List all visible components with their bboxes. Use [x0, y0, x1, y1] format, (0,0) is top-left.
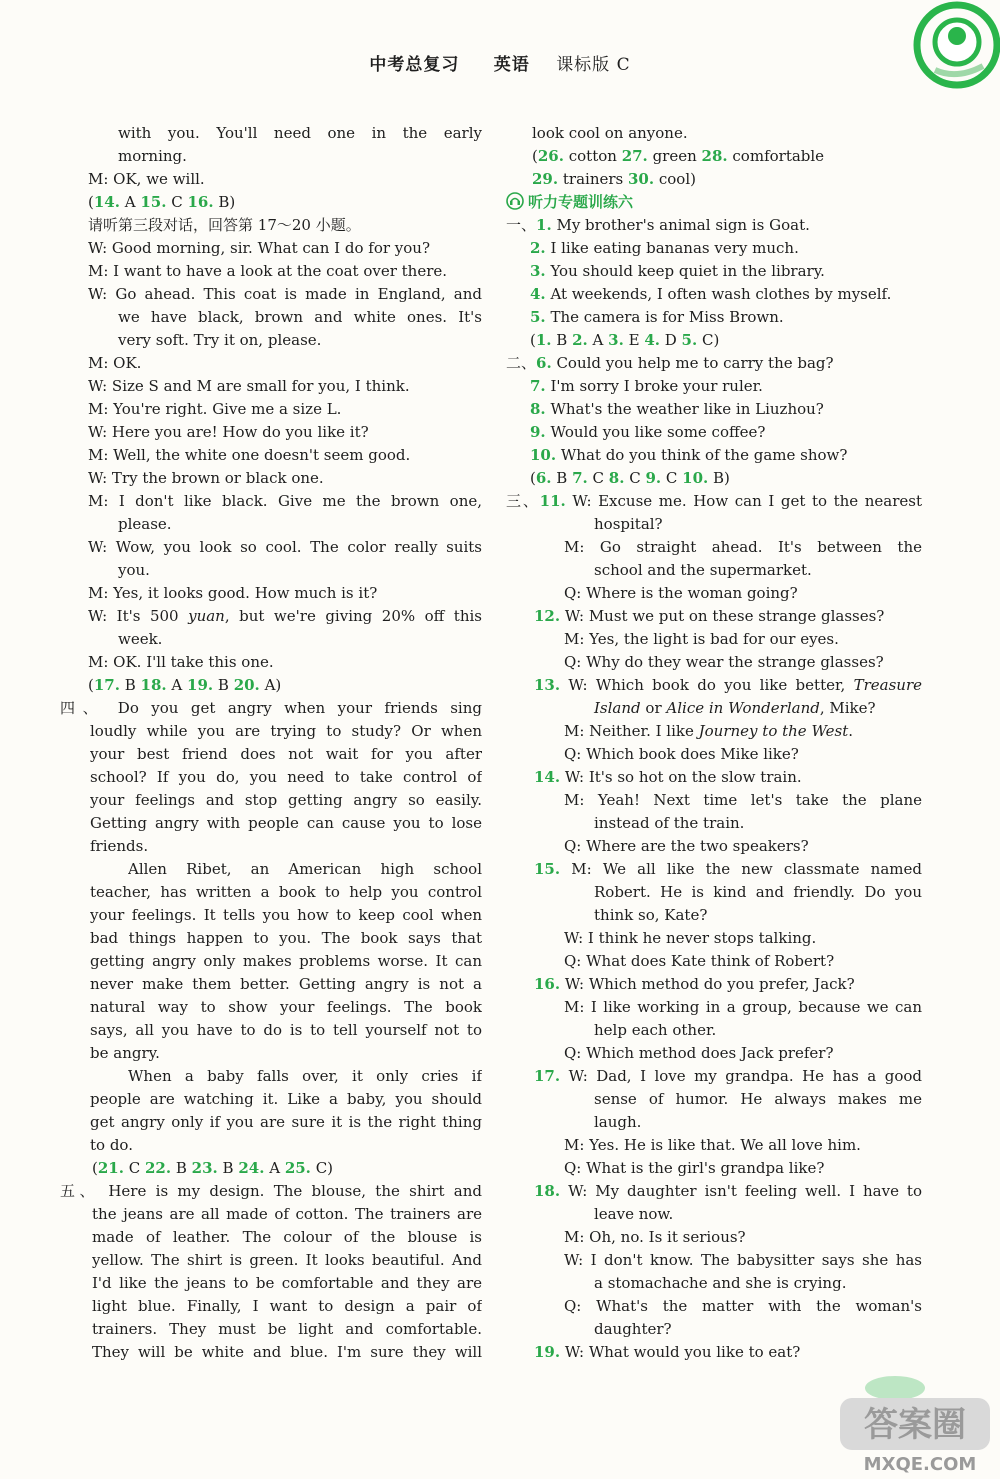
text-line: Q: Where are the two speakers? [564, 837, 809, 855]
text-line: Allen Ribet, an American high school [128, 860, 482, 878]
item-number: 30. [628, 170, 655, 188]
text-line: M: I want to have a look at the coat over there. [88, 262, 448, 280]
item-number: 12. [534, 607, 561, 625]
item-number: 3. [608, 331, 624, 349]
text-line [530, 329, 922, 352]
line-text: B [551, 331, 573, 349]
line-text: A [587, 331, 609, 349]
item-number: 6. [536, 354, 552, 372]
item-number: 5. [530, 308, 546, 326]
text-line [530, 237, 922, 260]
text-line [530, 260, 922, 283]
text-line [530, 306, 922, 329]
item-number: 4. [644, 331, 660, 349]
line-text: . [848, 722, 854, 740]
text-line: daughter? [594, 1320, 672, 1338]
text-line [534, 766, 922, 789]
text-line: says, all you have to do is to tell yourself not to [90, 1021, 482, 1039]
item-number: 10. [682, 469, 709, 487]
line-text: , Mike? [819, 699, 876, 717]
text-line: natural way to show your feelings. The book [90, 998, 482, 1016]
text-line: made of leather. The colour of the blouse is [92, 1228, 482, 1246]
text-line: 四、 Do you get angry when your friends sing [60, 699, 482, 717]
item-number: 13. [534, 676, 561, 694]
line-text: B [213, 676, 234, 694]
text-line: I'd like the jeans to be comfortable and they are [92, 1274, 482, 1292]
item-number: 7. [530, 377, 546, 395]
line-text: B [171, 1159, 192, 1177]
line-text: B [217, 1159, 239, 1177]
text-line: Q: Which method does Jack prefer? [564, 1044, 834, 1062]
text-line: hospital? [594, 515, 663, 533]
item-number: 28. [701, 147, 728, 165]
text-line: W: Size S and M are small for you, I think. [88, 377, 410, 395]
item-number: 19. [187, 676, 214, 694]
line-text: or [640, 699, 667, 717]
item-number: 3. [530, 262, 546, 280]
text-line: school? If you do, you need to take control of [90, 768, 482, 786]
text-line: look cool on anyone. [532, 124, 688, 142]
line-text: green [647, 147, 702, 165]
text-line [530, 283, 922, 306]
text-line: you. [118, 561, 150, 579]
line-text: W: It's 500 [88, 607, 189, 625]
text-line: bad things happen to you. The book says that [90, 929, 482, 947]
text-line: Q: Which book does Mike like? [564, 745, 799, 763]
item-number: 19. [534, 1343, 561, 1361]
text-line: M: Yes, the light is bad for our eyes. [564, 630, 839, 648]
item-number: 14. [93, 193, 120, 211]
line-text: W: Which method do you prefer, Jack? [560, 975, 855, 993]
item-number: 1. [536, 216, 552, 234]
text-line: morning. [118, 147, 187, 165]
text-line: Q: Why do they wear the strange glasses? [564, 653, 884, 671]
line-text: ( [92, 1159, 98, 1177]
text-line [534, 605, 922, 628]
text-line [532, 145, 922, 168]
text-line: loudly while you are trying to study? Or when [90, 722, 482, 740]
item-number: 20. [233, 676, 260, 694]
line-text: ( [530, 331, 536, 349]
item-number: 29. [532, 170, 559, 188]
text-line: light blue. Finally, I want to design a pair of [92, 1297, 482, 1315]
text-line: yellow. The shirt is green. It looks beautiful. And [92, 1251, 482, 1269]
text-line: think so, Kate? [594, 906, 708, 924]
text-line: with you. You'll need one in the early [118, 124, 482, 142]
text-line [92, 1157, 482, 1180]
text-line: be angry. [90, 1044, 160, 1062]
line-text: Island [594, 699, 641, 717]
line-text: D [659, 331, 682, 349]
text-line: Robert. He is kind and friendly. Do you [594, 883, 922, 901]
item-number: 16. [187, 193, 214, 211]
text-line: to do. [90, 1136, 133, 1154]
text-line [534, 858, 922, 881]
text-line: Q: Where is the woman going? [564, 584, 798, 602]
text-line: leave now. [594, 1205, 674, 1223]
text-line: school and the supermarket. [594, 561, 812, 579]
line-text: trainers [558, 170, 628, 188]
text-line: please. [118, 515, 172, 533]
line-text: ( [88, 676, 94, 694]
text-line: your best friend does not wait for you after [90, 745, 482, 763]
text-line [534, 1065, 922, 1088]
text-line: your feelings and stop getting angry so easily. [90, 791, 482, 809]
text-line [534, 973, 922, 996]
line-text: A [264, 1159, 285, 1177]
line-text: W: Which book do you like better, [560, 676, 854, 694]
text-line [88, 674, 482, 697]
headphone-icon [506, 192, 524, 210]
page-header [0, 50, 1000, 75]
item-number: 17. [534, 1067, 561, 1085]
text-line [530, 398, 922, 421]
line-text: W: My daughter isn't feeling well. I have to [560, 1182, 922, 1200]
item-number: 21. [97, 1159, 124, 1177]
line-text: C [123, 1159, 145, 1177]
line-text: Journey to the West [698, 722, 849, 740]
item-number: 25. [284, 1159, 311, 1177]
line-text: You should keep quiet in the library. [545, 262, 825, 280]
line-text: W: Excuse me. How can I get to the nearest [565, 492, 922, 510]
line-text: 三、 [506, 492, 540, 510]
line-text: C) [697, 331, 720, 349]
line-text: W: It's so hot on the slow train. [560, 768, 802, 786]
line-text: At weekends, I often wash clothes by myself. [545, 285, 892, 303]
line-text: Treasure [853, 676, 922, 694]
text-line: M: Well, the white one doesn't seem good. [88, 446, 411, 464]
text-line: W: I don't know. The babysitter says she has [564, 1251, 922, 1269]
item-number: 26. [537, 147, 564, 165]
line-text: ( [88, 193, 94, 211]
line-text: Alice in Wonderland [666, 699, 820, 717]
text-line: week. [118, 630, 163, 648]
text-line: very soft. Try it on, please. [118, 331, 322, 349]
line-text: C [587, 469, 609, 487]
text-line: instead of the train. [594, 814, 745, 832]
line-text: Would you like some coffee? [545, 423, 766, 441]
text-line: your feelings. It tells you how to keep cool when [90, 906, 482, 924]
text-line [564, 720, 922, 743]
text-line: Q: What does Kate think of Robert? [564, 952, 835, 970]
text-line: M: I don't like black. Give me the brown one, [88, 492, 482, 510]
line-text: C [166, 193, 188, 211]
line-text: W: Must we put on these strange glasses? [560, 607, 885, 625]
text-line: sense of humor. He always makes me [594, 1090, 922, 1108]
text-line [530, 467, 922, 490]
line-text: My brother's animal sign is Goat. [551, 216, 810, 234]
header-title-book: 中考总复习 [369, 55, 460, 75]
item-number: 18. [534, 1182, 561, 1200]
text-line [530, 421, 922, 444]
section-heading [506, 191, 922, 214]
line-text: M: We all like the new classmate named [560, 860, 922, 878]
text-line: 请听第三段对话，回答第 17～20 小题。 [88, 216, 361, 234]
publisher-logo-icon [905, 0, 1000, 100]
text-line [506, 214, 922, 237]
text-line: people are watching it. Like a baby, you should [90, 1090, 482, 1108]
text-line: trainers. They must be light and comfortable. [92, 1320, 482, 1338]
line-text: A) [259, 676, 282, 694]
item-number: 9. [645, 469, 662, 487]
text-line [534, 1341, 922, 1364]
text-line: getting angry only makes problems worse. It can [90, 952, 482, 970]
line-text: A [119, 193, 141, 211]
line-text: M: Neither. I like [564, 722, 699, 740]
svg-text:答案圈: 答案圈 [864, 1405, 966, 1445]
svg-text:MXQE.COM: MXQE.COM [863, 1454, 977, 1475]
line-text: C) [310, 1159, 334, 1177]
text-line: friends. [90, 837, 149, 855]
text-line [530, 375, 922, 398]
text-line: M: OK. [88, 354, 142, 372]
line-text: E [623, 331, 645, 349]
line-text: A [166, 676, 188, 694]
header-title-subject: 英语 [493, 55, 530, 75]
text-line [534, 674, 922, 697]
item-number: 7. [572, 469, 588, 487]
text-line: M: Go straight ahead. It's between the [564, 538, 922, 556]
item-number: 2. [572, 331, 588, 349]
text-line: M: Yeah! Next time let's take the plane [564, 791, 922, 809]
text-line: get angry only if you are sure it is the right thing [90, 1113, 482, 1131]
line-text: C [661, 469, 683, 487]
line-text: B) [213, 193, 236, 211]
item-number: 2. [530, 239, 546, 257]
text-line: Getting angry with people can cause you to lose [90, 814, 482, 832]
text-line: help each other. [594, 1021, 717, 1039]
item-number: 15. [534, 860, 561, 878]
line-text: B) [708, 469, 730, 487]
text-line: Q: What is the girl's grandpa like? [564, 1159, 825, 1177]
line-text: Could you help me to carry the bag? [551, 354, 834, 372]
text-line: Q: What's the matter with the woman's [564, 1297, 922, 1315]
text-line: the jeans are all made of cotton. The trainers are [92, 1205, 482, 1223]
text-line: laugh. [594, 1113, 642, 1131]
text-line: W: Try the brown or black one. [88, 469, 324, 487]
text-line [88, 191, 482, 214]
text-line: M: You're right. Give me a size L. [88, 400, 342, 418]
text-line: W: Good morning, sir. What can I do for you? [88, 239, 430, 257]
text-line: M: OK, we will. [88, 170, 205, 188]
text-line: never make them better. Getting angry is not a [90, 975, 482, 993]
line-text: ( [532, 147, 538, 165]
item-number: 5. [681, 331, 698, 349]
left-column [60, 122, 482, 1364]
text-line: M: Yes, it looks good. How much is it? [88, 584, 378, 602]
right-column [506, 122, 922, 1364]
text-line: M: Yes. He is like that. We all love him. [564, 1136, 861, 1154]
text-line [506, 352, 922, 375]
item-number: 9. [530, 423, 546, 441]
section-title: 听力专题训练六 [528, 193, 634, 211]
line-text: cotton [563, 147, 622, 165]
text-line: M: I like working in a group, because we can [564, 998, 922, 1016]
text-line [530, 444, 922, 467]
text-line: W: I think he never stops talking. [564, 929, 817, 947]
item-number: 8. [530, 400, 546, 418]
line-text: I'm sorry I broke your ruler. [545, 377, 763, 395]
text-line: When a baby falls over, it only cries if [128, 1067, 482, 1085]
item-number: 16. [534, 975, 561, 993]
line-text: B [551, 469, 573, 487]
line-text: , but we're giving 20% off this [224, 607, 482, 625]
text-line: M: Oh, no. Is it serious? [564, 1228, 746, 1246]
line-text: C [624, 469, 646, 487]
text-line [532, 168, 922, 191]
text-line [534, 1180, 922, 1203]
line-text: cool) [654, 170, 696, 188]
item-number: 24. [238, 1159, 265, 1177]
line-text: ( [530, 469, 536, 487]
line-text: What's the weather like in Liuzhou? [545, 400, 824, 418]
watermark-logo-icon [820, 1368, 1000, 1479]
item-number: 22. [144, 1159, 172, 1177]
item-number: 10. [530, 446, 557, 464]
line-text: W: Dad, I love my grandpa. He has a good [560, 1067, 922, 1085]
item-number: 1. [535, 331, 552, 349]
line-text: yuan [188, 607, 225, 625]
line-text: What do you think of the game show? [556, 446, 848, 464]
item-number: 17. [93, 676, 120, 694]
line-text: The camera is for Miss Brown. [545, 308, 784, 326]
item-number: 23. [191, 1159, 218, 1177]
text-line: 五、 Here is my design. The blouse, the shirt and [60, 1182, 482, 1200]
item-number: 27. [621, 147, 648, 165]
item-number: 15. [140, 193, 167, 211]
item-number: 6. [535, 469, 552, 487]
text-line: They will be white and blue. I'm sure they will [92, 1343, 482, 1361]
line-text: 一、 [506, 216, 537, 234]
text-line: W: Go ahead. This coat is made in England, and [88, 285, 482, 303]
header-title-edition: 课标版 C [556, 55, 631, 75]
item-number: 8. [608, 469, 625, 487]
item-number: 18. [140, 676, 167, 694]
line-text: 二、 [506, 354, 537, 372]
text-line: a stomachache and she is crying. [594, 1274, 847, 1292]
item-number: 11. [539, 492, 566, 510]
item-number: 4. [530, 285, 546, 303]
text-line [506, 490, 922, 513]
text-line: W: Here you are! How do you like it? [88, 423, 369, 441]
text-line: teacher, has written a book to help you control [90, 883, 482, 901]
line-text: comfortable [727, 147, 825, 165]
line-text: B [119, 676, 141, 694]
text-line [594, 697, 922, 720]
line-text: I like eating bananas very much. [545, 239, 799, 257]
item-number: 14. [534, 768, 561, 786]
text-line: we have black, brown and white ones. It's [118, 308, 482, 326]
line-text: W: What would you like to eat? [560, 1343, 801, 1361]
text-line [88, 605, 482, 628]
text-line: W: Wow, you look so cool. The color really suits [88, 538, 482, 556]
text-line: M: OK. I'll take this one. [88, 653, 274, 671]
